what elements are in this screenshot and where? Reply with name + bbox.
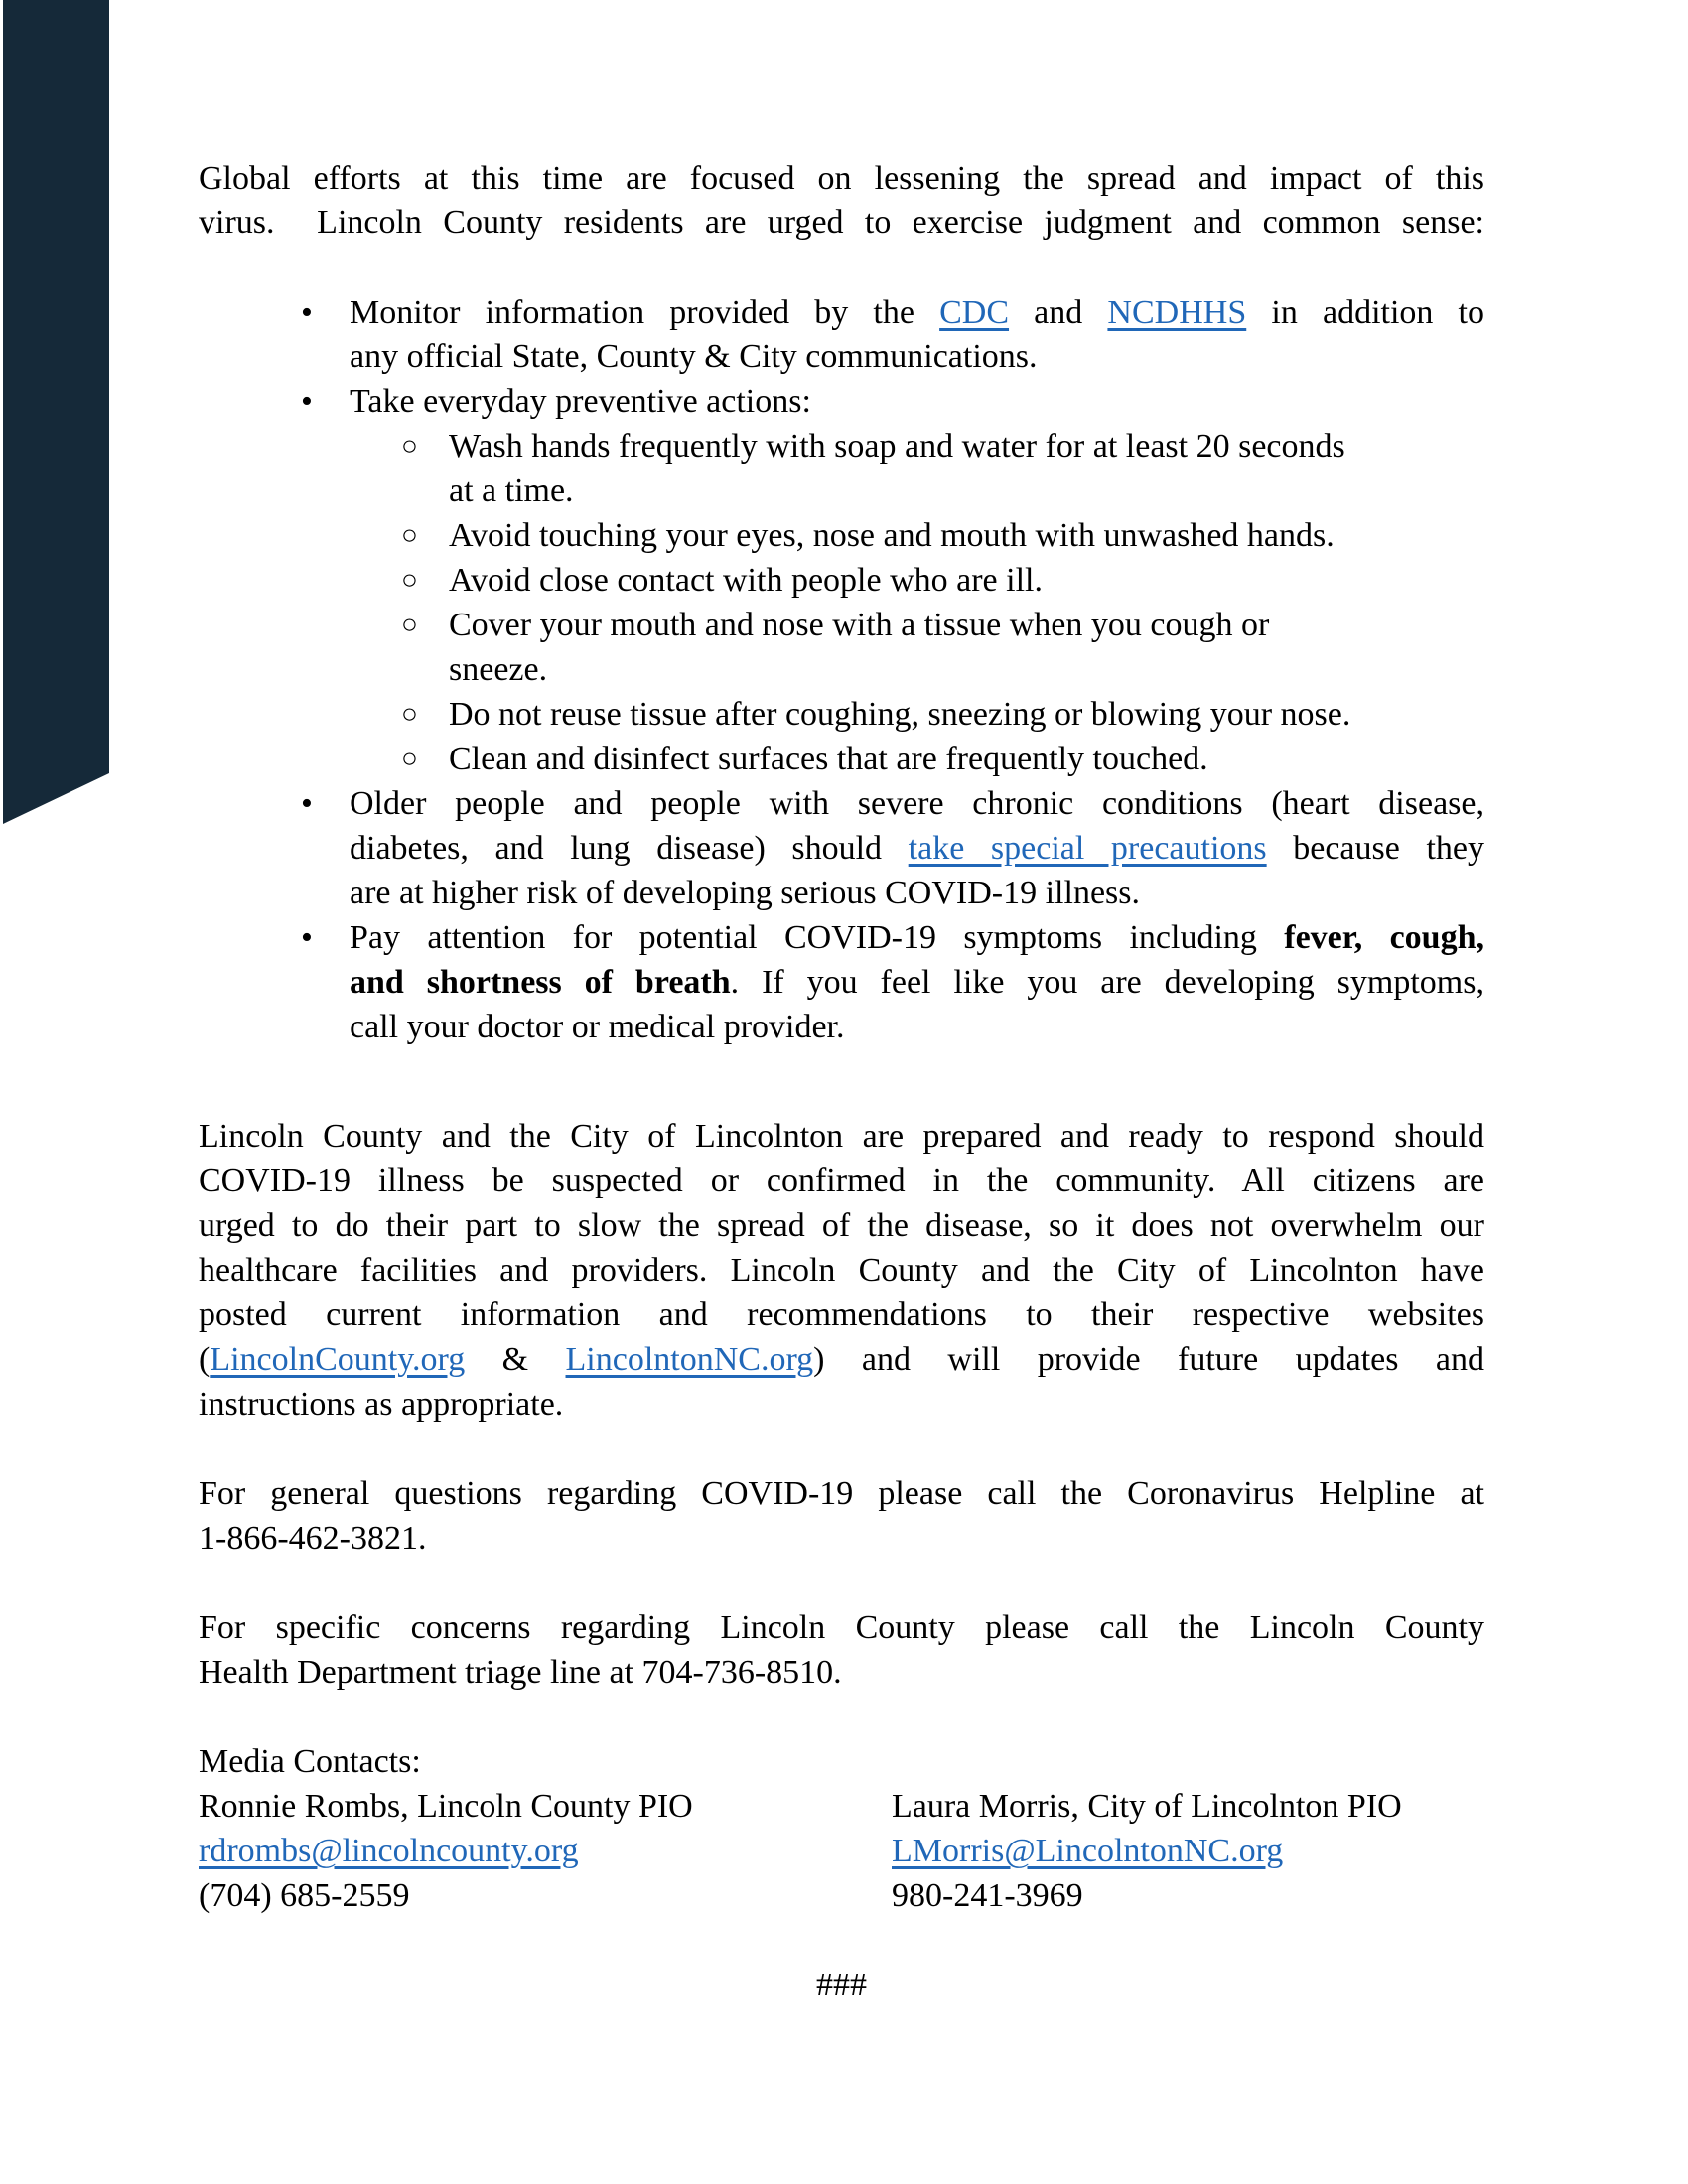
text-line (199, 156, 1484, 201)
circle-bullet-icon: ○ (401, 431, 418, 462)
media-contact-right (892, 1784, 1402, 1918)
text-segment: Avoid close contact with people who are ill. (449, 562, 1043, 599)
paragraph-response-readiness (199, 1114, 1484, 1427)
end-mark: ### (816, 1967, 867, 2003)
list-item-clean-surfaces (199, 737, 1484, 781)
paragraph-intro (199, 156, 1484, 245)
text-segment: posted current information and recommendations to their respective websites (199, 1297, 1484, 1333)
text-line (449, 647, 1484, 692)
bold-text: and shortness of breath (350, 964, 731, 1001)
list-item-text (449, 603, 1484, 692)
email-link-rdrombs[interactable]: rdrombs@lincolncounty.org (199, 1833, 579, 1869)
text-segment: instructions as appropriate. (199, 1386, 564, 1423)
lincolntonnc-org-link[interactable]: LincolntonNC.org (565, 1341, 814, 1378)
text-segment: in addition to (1246, 294, 1484, 331)
text-line (199, 1650, 1484, 1695)
text-segment: diabetes, and lung disease) should (350, 830, 909, 867)
text-segment: Take everyday preventive actions: (350, 383, 811, 420)
text-segment: Lincoln County and the City of Lincolnton are prepared and ready to respond should (199, 1118, 1484, 1155)
text-line (199, 1203, 1484, 1248)
text-segment: ) and will provide future updates and (813, 1341, 1484, 1378)
paragraph-helpline (199, 1471, 1484, 1561)
text-line (350, 826, 1484, 871)
text-line (449, 692, 1484, 737)
list-item-text (350, 915, 1484, 1049)
decorative-corner-bar (0, 0, 119, 834)
bold-text: fever, cough, (1284, 919, 1484, 956)
cdc-link[interactable]: CDC (939, 294, 1010, 331)
list-item-monitor (199, 290, 1484, 379)
text-line (199, 1471, 1484, 1516)
text-segment: Older people and people with severe chronic conditions (heart disease, (350, 785, 1484, 822)
text-segment: COVID-19 illness be suspected or confirmed in the community. All citizens are (199, 1162, 1484, 1199)
bullet-icon: • (301, 294, 313, 331)
text-segment: sneeze. (449, 651, 548, 688)
contact-name: Ronnie Rombs, Lincoln County PIO (199, 1788, 693, 1825)
list-item-text (449, 513, 1484, 558)
text-segment: Global efforts at this time are focused on lessening the spread and impact of this (199, 160, 1484, 197)
text-line (350, 871, 1484, 915)
list-item-older-people (199, 781, 1484, 915)
document-content (199, 156, 1484, 2007)
text-line (199, 1293, 1484, 1337)
bullet-icon: • (301, 785, 313, 822)
list-item-text (449, 424, 1484, 513)
circle-bullet-icon: ○ (401, 744, 418, 774)
text-segment: . If you feel like you are developing symptoms, (730, 964, 1484, 1001)
text-segment: Pay attention for potential COVID-19 symptoms including (350, 919, 1285, 956)
text-line (199, 1605, 1484, 1650)
text-segment: at a time. (449, 473, 574, 509)
media-contacts (199, 1739, 1484, 1918)
list-item-avoid-close-contact (199, 558, 1484, 603)
list-item-no-reuse-tissue (199, 692, 1484, 737)
text-segment: are at higher risk of developing serious COVID-19 illness. (350, 875, 1140, 911)
list-item-text (449, 737, 1484, 781)
text-segment: virus. Lincoln County residents are urged to exercise judgment and common sense: (199, 205, 1484, 241)
text-line (449, 424, 1484, 469)
list-item-avoid-touching (199, 513, 1484, 558)
text-segment: For specific concerns regarding Lincoln County please call the Lincoln County (199, 1609, 1484, 1646)
text-segment: Cover your mouth and nose with a tissue when you cough or (449, 607, 1270, 643)
text-line (199, 1114, 1484, 1159)
text-segment: Health Department triage line at 704-736-8510. (199, 1654, 842, 1691)
list-item-wash-hands (199, 424, 1484, 513)
text-line (350, 781, 1484, 826)
circle-bullet-icon: ○ (401, 520, 418, 551)
text-segment: Do not reuse tissue after coughing, sneezing or blowing your nose. (449, 696, 1351, 733)
text-segment: healthcare facilities and providers. Lincoln County and the City of Lincolnton have (199, 1252, 1484, 1289)
text-line (199, 1382, 1484, 1427)
text-line (449, 558, 1484, 603)
text-line (350, 960, 1484, 1005)
list-item-text (350, 290, 1484, 379)
contact-name: Laura Morris, City of Lincolnton PIO (892, 1788, 1402, 1825)
text-line (449, 513, 1484, 558)
text-line (350, 335, 1484, 379)
text-segment: Clean and disinfect surfaces that are frequently touched. (449, 741, 1208, 777)
text-line (350, 915, 1484, 960)
list-item-text (350, 379, 1484, 424)
text-segment: and (1009, 294, 1108, 331)
list-item-cover-mouth (199, 603, 1484, 692)
list-item-text (449, 692, 1484, 737)
text-segment: Avoid touching your eyes, nose and mouth with unwashed hands. (449, 517, 1335, 554)
text-segment: urged to do their part to slow the spread of the disease, so it does not overwhelm our (199, 1207, 1484, 1244)
text-segment: because they (1266, 830, 1484, 867)
text-segment: & (465, 1341, 566, 1378)
media-contacts-label: Media Contacts: (199, 1743, 421, 1780)
text-segment: any official State, County & City communications. (350, 339, 1038, 375)
text-segment: Monitor information provided by the (350, 294, 940, 331)
text-line (199, 201, 1484, 245)
text-line (199, 1159, 1484, 1203)
circle-bullet-icon: ○ (401, 699, 418, 730)
text-line (449, 603, 1484, 647)
text-line (350, 379, 1484, 424)
list-item-text (350, 781, 1484, 915)
text-line (449, 469, 1484, 513)
text-line (199, 1248, 1484, 1293)
ncdhhs-link[interactable]: NCDHHS (1107, 294, 1247, 331)
text-line (350, 290, 1484, 335)
text-segment: ( (199, 1341, 211, 1378)
contact-phone: 980-241-3969 (892, 1877, 1083, 1914)
precautions-list (199, 290, 1484, 1049)
contact-phone: (704) 685-2559 (199, 1877, 410, 1914)
text-line (199, 1337, 1484, 1382)
text-segment: 1-866-462-3821. (199, 1520, 427, 1557)
text-segment: Wash hands frequently with soap and water for at least 20 seconds (449, 428, 1345, 465)
circle-bullet-icon: ○ (401, 565, 418, 596)
text-line (199, 1516, 1484, 1561)
bullet-icon: • (301, 383, 313, 420)
special-precautions-link[interactable]: take special precautions (908, 830, 1267, 867)
text-segment: For general questions regarding COVID-19 please call the Coronavirus Helpline at (199, 1475, 1484, 1512)
text-line (350, 1005, 1484, 1049)
email-link-lmorris[interactable]: LMorris@LincolntonNC.org (892, 1833, 1284, 1869)
bullet-icon: • (301, 919, 313, 956)
list-item-take-actions (199, 379, 1484, 424)
circle-bullet-icon: ○ (401, 610, 418, 640)
list-item-symptoms (199, 915, 1484, 1049)
lincolncounty-org-link[interactable]: LincolnCounty.org (210, 1341, 466, 1378)
text-segment: call your doctor or medical provider. (350, 1009, 845, 1045)
list-item-text (449, 558, 1484, 603)
paragraph-county-triage (199, 1605, 1484, 1695)
text-line (449, 737, 1484, 781)
